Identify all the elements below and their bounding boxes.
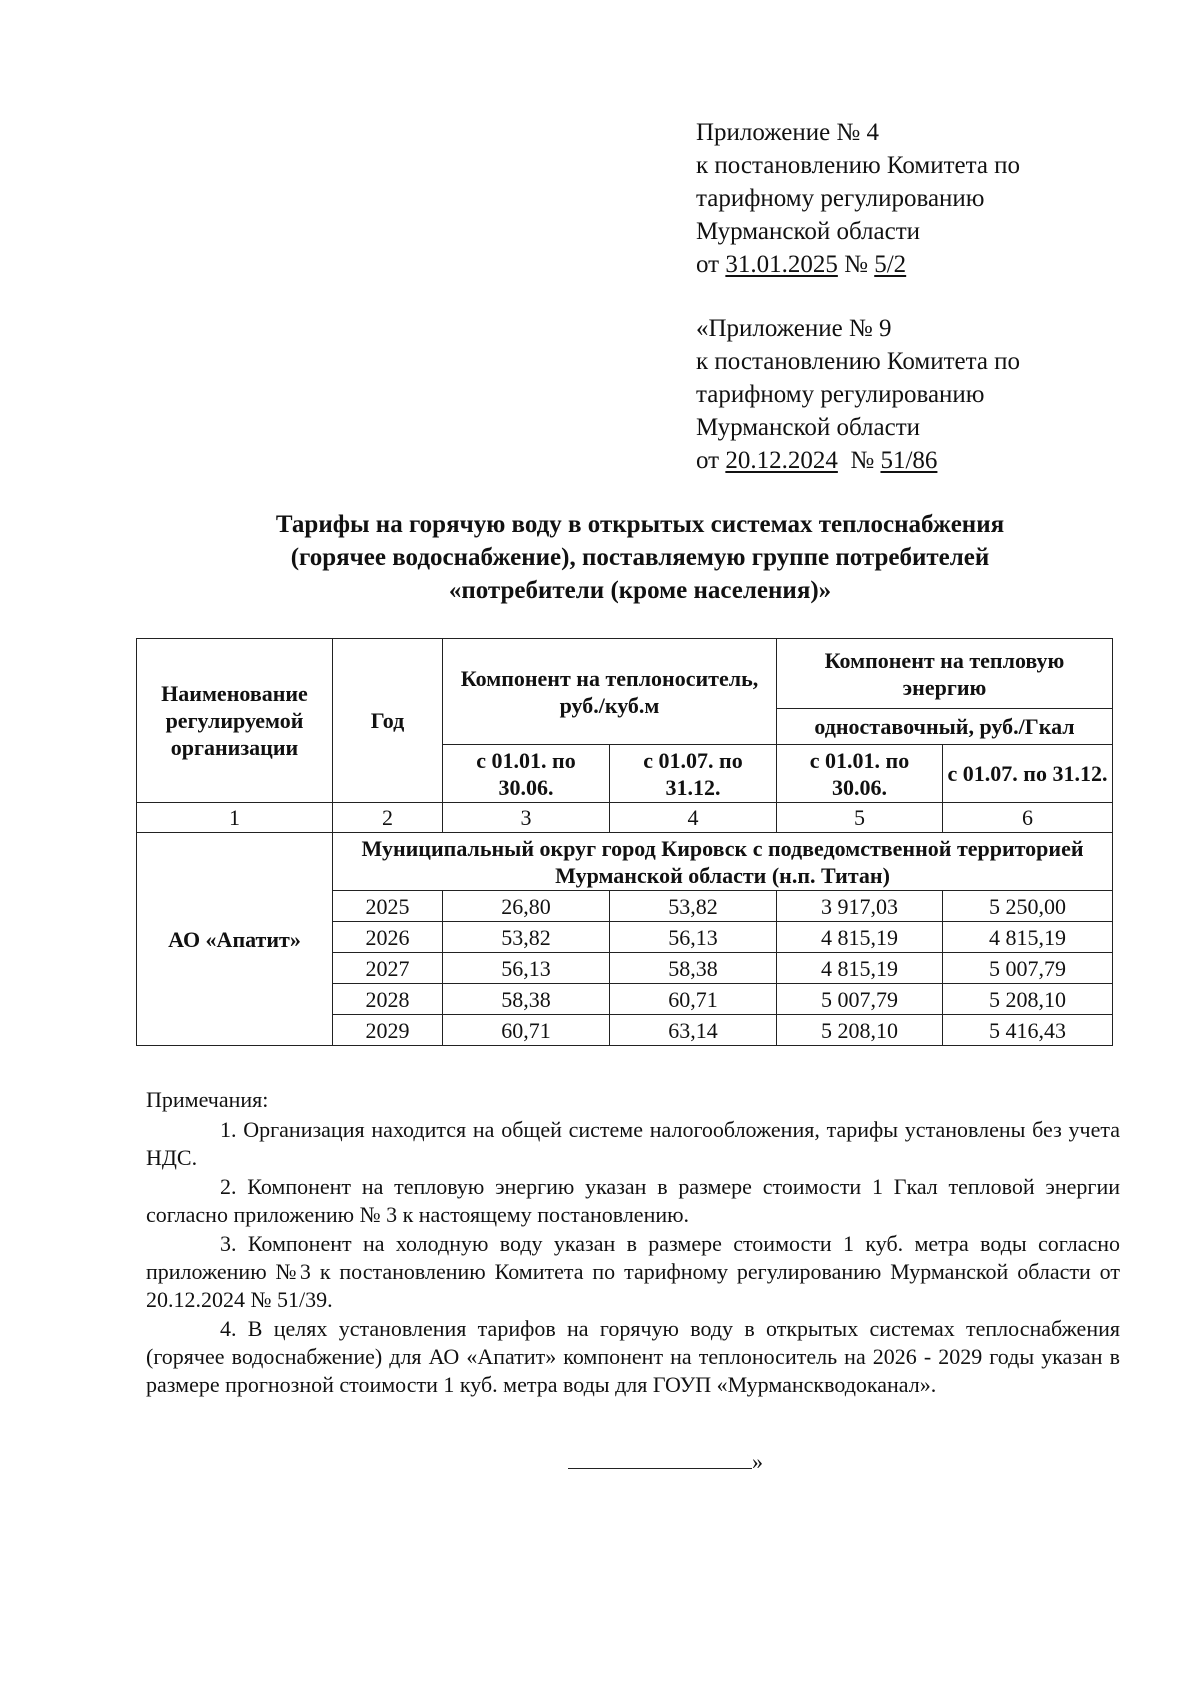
appendix-date: 31.01.2025	[725, 251, 838, 278]
header-period: с 01.01. по 30.06.	[777, 745, 943, 803]
value-cell: 58,38	[443, 984, 610, 1015]
date-prefix: от	[696, 251, 726, 278]
column-number: 2	[333, 803, 443, 833]
value-cell: 5 007,79	[777, 984, 943, 1015]
header-period: с 01.01. по 30.06.	[443, 745, 610, 803]
column-number: 6	[943, 803, 1113, 833]
appendix-date: 20.12.2024	[725, 447, 838, 474]
value-cell: 60,71	[443, 1015, 610, 1046]
note-item: 2. Компонент на тепловую энергию указан в размере стоимости 1 Гкал тепловой энергии согласно приложению № 3 к настоящему постановлению.	[146, 1174, 1120, 1227]
territory-name: Муниципальный округ город Кировск с подведомственной территорией Мурманской области (н.п. Титан)	[333, 833, 1113, 891]
column-number: 4	[610, 803, 777, 833]
year-cell: 2025	[333, 891, 443, 922]
appendix-reference-line: Мурманской области	[696, 218, 921, 245]
value-cell: 60,71	[610, 984, 777, 1015]
appendix-date-line	[696, 248, 1020, 281]
notes-title: Примечания:	[146, 1087, 269, 1112]
closing-mark	[568, 1448, 763, 1476]
notes-section	[146, 1086, 1120, 1400]
value-cell: 58,38	[610, 953, 777, 984]
year-cell: 2026	[333, 922, 443, 953]
value-cell: 63,14	[610, 1015, 777, 1046]
year-cell: 2028	[333, 984, 443, 1015]
appendix-header-current	[696, 116, 1020, 281]
value-cell: 53,82	[443, 922, 610, 953]
column-number-row	[137, 803, 1113, 833]
header-heat-rate-type: одноставочный, руб./Гкал	[777, 709, 1113, 745]
number-prefix: №	[837, 447, 881, 474]
appendix-reference-line: тарифному регулированию	[696, 185, 985, 212]
value-cell: 5 416,43	[943, 1015, 1113, 1046]
value-cell: 5 208,10	[943, 984, 1113, 1015]
title-line: Тарифы на горячую воду в открытых системах теплоснабжения	[275, 511, 1005, 538]
note-item: 4. В целях установления тарифов на горячую воду в открытых системах теплоснабжения (горячее водоснабжение) для АО «Апатит» компонент на теплоноситель на 2026 - 2029 годы указан в размере прогнозной стоимости 1 куб. метра воды для ГОУП «Мурманскводоканал».	[146, 1316, 1120, 1397]
year-cell: 2027	[333, 953, 443, 984]
document-title	[130, 508, 1150, 607]
appendix-reference-line: к постановлению Комитета по	[696, 348, 1021, 375]
year-cell: 2029	[333, 1015, 443, 1046]
value-cell: 56,13	[443, 953, 610, 984]
number-prefix: №	[837, 251, 875, 278]
value-cell: 53,82	[610, 891, 777, 922]
header-year: Год	[333, 639, 443, 803]
column-number: 3	[443, 803, 610, 833]
appendix-reference-line: к постановлению Комитета по	[696, 152, 1021, 179]
appendix-reference-line: Мурманской области	[696, 414, 921, 441]
note-item: 1. Организация находится на общей системе налогообложения, тарифы установлены без учета НДС.	[146, 1117, 1120, 1170]
header-period: с 01.07. по 31.12.	[943, 745, 1113, 803]
header-heat-component: Компонент на тепловую энергию	[777, 639, 1113, 709]
appendix-reference-line: тарифному регулированию	[696, 381, 985, 408]
value-cell: 5 007,79	[943, 953, 1113, 984]
closing-quote: »	[752, 1449, 763, 1474]
title-line: (горячее водоснабжение), поставляемую группе потребителей	[290, 544, 990, 571]
column-number: 5	[777, 803, 943, 833]
tariff-table	[136, 638, 1113, 1046]
title-line: «потребители (кроме населения)»	[448, 577, 832, 604]
value-cell: 4 815,19	[777, 953, 943, 984]
header-organization: Наименование регулируемой организации	[137, 639, 333, 803]
value-cell: 56,13	[610, 922, 777, 953]
appendix-date-line	[696, 444, 1020, 477]
organization-name: АО «Апатит»	[137, 833, 333, 1046]
header-period: с 01.07. по 31.12.	[610, 745, 777, 803]
value-cell: 26,80	[443, 891, 610, 922]
header-coolant-component: Компонент на теплоноситель, руб./куб.м	[443, 639, 777, 745]
value-cell: 5 250,00	[943, 891, 1113, 922]
appendix-header-original	[696, 312, 1020, 477]
value-cell: 4 815,19	[943, 922, 1113, 953]
column-number: 1	[137, 803, 333, 833]
value-cell: 4 815,19	[777, 922, 943, 953]
value-cell: 3 917,03	[777, 891, 943, 922]
appendix-title: Приложение № 4	[696, 119, 880, 146]
date-prefix: от	[696, 447, 726, 474]
closing-rule	[568, 1448, 752, 1469]
appendix-number: 5/2	[874, 251, 907, 278]
note-item: 3. Компонент на холодную воду указан в размере стоимости 1 куб. метра воды согласно приложению №3 к постановлению Комитета по тарифному регулированию Мурманской области от 20.12.2024 № 51/39.	[146, 1231, 1120, 1312]
value-cell: 5 208,10	[777, 1015, 943, 1046]
appendix-number: 51/86	[880, 447, 938, 474]
appendix-title: «Приложение № 9	[696, 315, 892, 342]
